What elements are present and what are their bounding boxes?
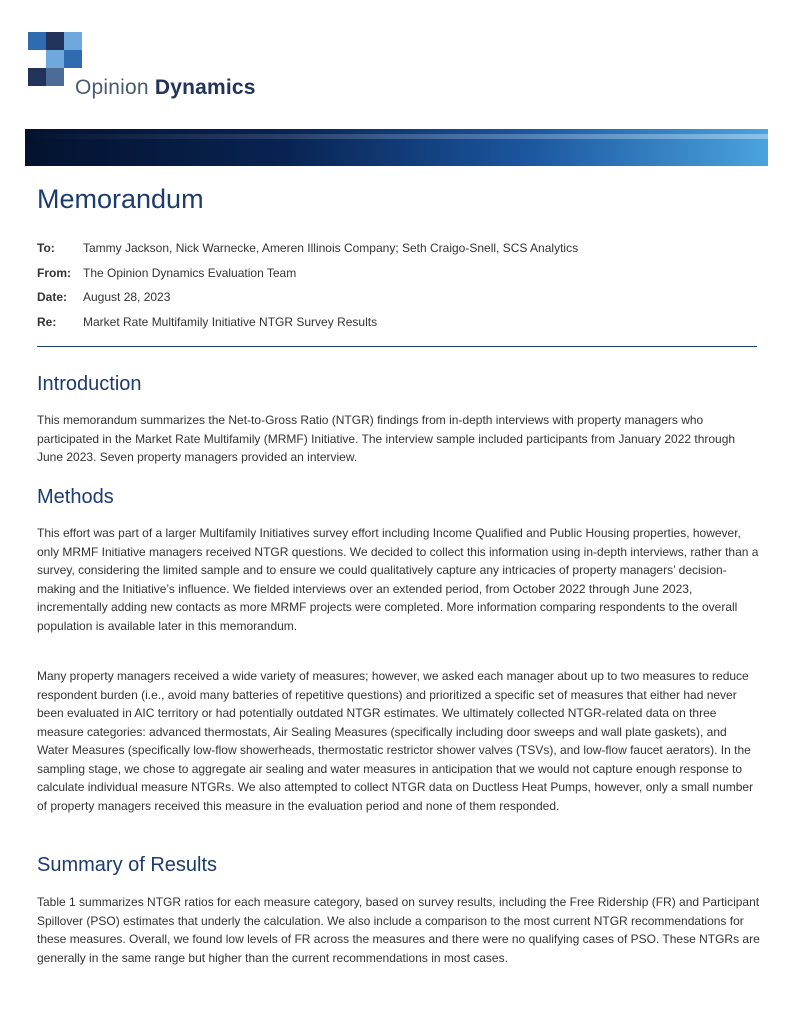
memo-field-to (37, 236, 757, 261)
field-label: Re: (37, 314, 57, 329)
memo-header-fields (37, 236, 757, 334)
logo-text-bold: Dynamics (154, 76, 256, 99)
field-label: From: (37, 265, 71, 280)
memo-field-date (37, 285, 757, 310)
banner-stripe (25, 134, 768, 139)
field-value: Tammy Jackson, Nick Warnecke, Ameren Illinois Company; Seth Craigo-Snell, SCS Analytics (83, 241, 579, 256)
logo-text-light: Opinion (75, 76, 155, 99)
page-title: Memorandum (37, 184, 204, 214)
logo-wordmark (75, 76, 256, 100)
logo-square-icon (46, 50, 64, 68)
summary-paragraph: Table 1 summarizes NTGR ratios for each measure category, based on survey results, including the Free Ridership (FR) and Participant Spillover (PSO) estimates that underly the calculation. We also include a comparison to the most current NTGR recommendations for these measures. Overall, we found low levels of FR across the measures and there were no qualifying cases of PSO. These NTGRs are generally in the same range but higher than the current recommendations in most cases. (37, 895, 760, 965)
field-label: To: (37, 241, 55, 256)
logo-square-icon (28, 32, 46, 50)
methods-paragraph-2: Many property managers received a wide variety of measures; however, we asked each manager about up to two measures to reduce respondent burden (i.e., avoid many batteries of repetitive questions) and prioritized a specific set of measures that either had never been evaluated in AIC territory or had potentially outdated NTGR estimates. We ultimately collected NTGR-related data on three measure categories: advanced thermostats, Air Sealing Measures (specifically including door sweeps and wall plate gaskets), and Water Measures (specifically low-flow showerheads, thermostatic restrictor shower valves (TSVs), and low-flow faucet aerators). In the sampling stage, we chose to aggregate air sealing and water measures in anticipation that we would not capture enough response to calculate individual measure NTGRs. We also attempted to collect NTGR data on Ductless Heat Pumps, however, only a small number of property managers received this measure in the evaluation period and none of them responded. (37, 669, 754, 813)
memo-field-re (37, 310, 757, 335)
header-banner (25, 129, 768, 166)
field-label: Date: (37, 290, 68, 305)
methods-paragraph-1: This effort was part of a larger Multifamily Initiatives survey effort including Income Qualified and Public Housing properties, however, only MRMF Initiative managers received NTGR questions. We decided to collect this information using in-depth interviews, rather than a survey, considering the limited sample and to ensure we could qualitatively capture any intricacies of property managers’ decision-making and the Initiative’s influence. We fielded interviews over an extended period, from October 2022 through June 2023, incrementally adding new contacts as more MRMF projects were completed. More information comparing respondents to the overall population is available later in this memorandum. (37, 526, 759, 633)
logo-square-icon (64, 32, 82, 50)
section-heading-introduction: Introduction (37, 373, 142, 395)
header-divider (37, 346, 757, 347)
memo-field-from (37, 261, 757, 286)
section-heading-summary: Summary of Results (37, 854, 218, 876)
field-value: The Opinion Dynamics Evaluation Team (83, 265, 297, 280)
introduction-paragraph: This memorandum summarizes the Net-to-Gross Ratio (NTGR) findings from in-depth interviews with property managers who participated in the Market Rate Multifamily (MRMF) Initiative. The interview sample included participants from January 2022 through June 2023. Seven property managers provided an interview. (37, 413, 736, 464)
field-value: August 28, 2023 (83, 290, 171, 305)
logo-square-icon (28, 68, 46, 86)
field-value: Market Rate Multifamily Initiative NTGR Survey Results (83, 314, 378, 329)
logo-square-icon (64, 50, 82, 68)
section-heading-methods: Methods (37, 486, 114, 508)
logo-square-icon (46, 32, 64, 50)
logo-square-icon (46, 68, 64, 86)
